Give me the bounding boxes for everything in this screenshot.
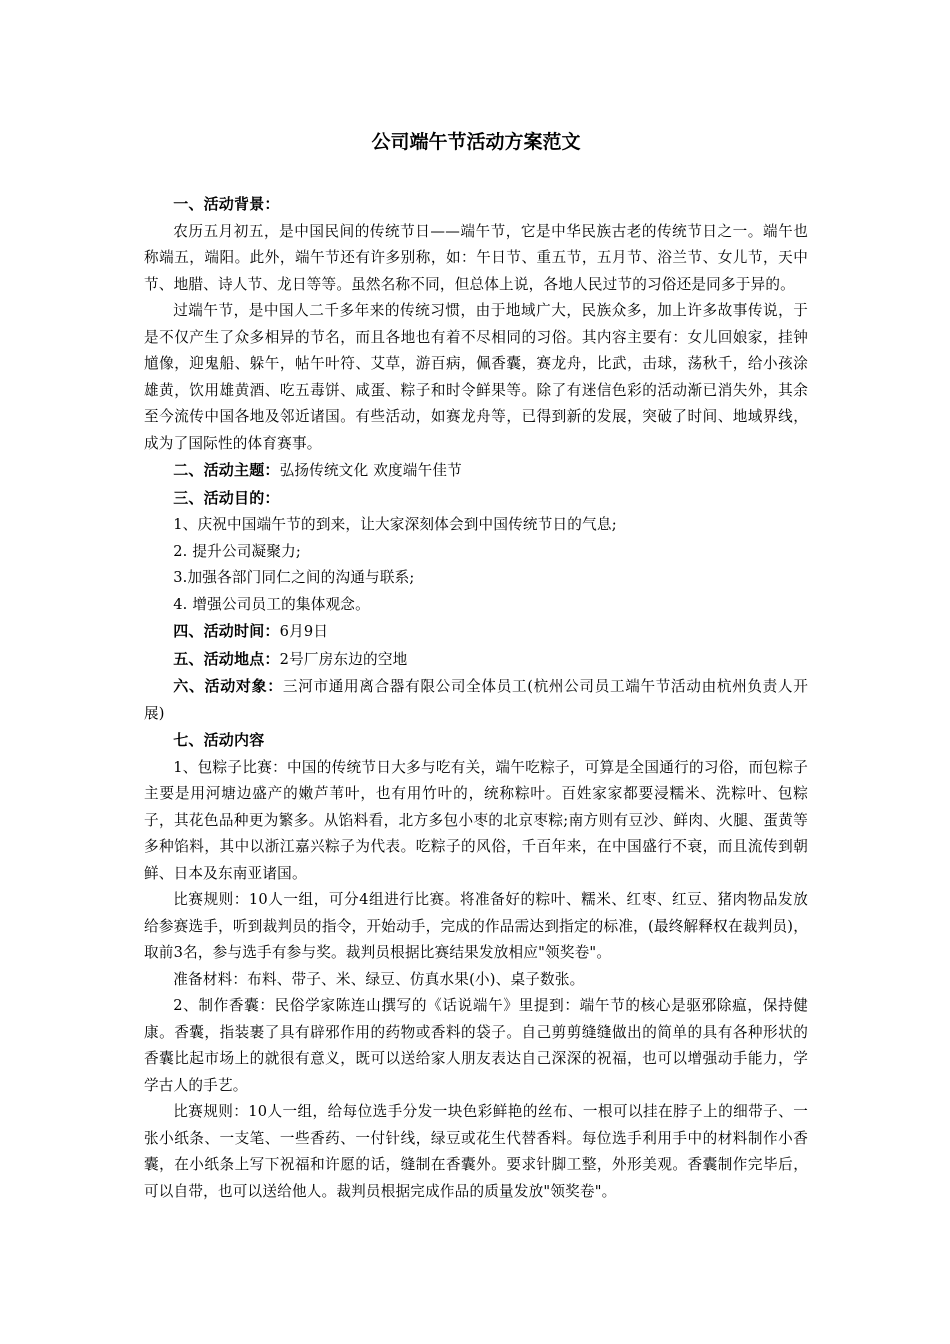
section-4-value: 6月9日 (279, 623, 329, 640)
section-7-heading: 七、活动内容 (173, 731, 265, 749)
section-5 (144, 646, 808, 674)
section-1-paragraph-1: 农历五月初五，是中国民间的传统节日——端午节，它是中华民族古老的传统节日之一。端午也称端五，端阳。此外，端午节还有许多别称，如：午日节、重五节，五月节、浴兰节、女儿节，天中节、地腊、诗人节、龙日等等。虽然名称不同，但总体上说，各地人民过节的习俗还是同多于异的。 (144, 222, 808, 293)
section-2-heading: 二、活动主题： (173, 461, 280, 479)
section-4 (144, 618, 808, 646)
section-1-paragraph-2: 过端午节，是中国人二千多年来的传统习惯，由于地域广大，民族众多，加上许多故事传说，于是不仅产生了众多相异的节名，而且各地也有着不尽相同的习俗。其内容主要有：女儿回娘家，挂钟馗像，迎鬼船、躲午，帖午叶符、艾草，游百病，佩香囊，赛龙舟，比武，击球，荡秋千，给小孩涂雄黄，饮用雄黄酒、吃五毒饼、咸蛋、粽子和时令鲜果等。除了有迷信色彩的活动渐已消失外，其余至今流传中国各地及邻近诸国。有些活动，如赛龙舟等，已得到新的发展，突破了时间、地域界线，成为了国际性的体育赛事。 (144, 302, 808, 452)
purpose-item-2: 2. 提升公司凝聚力; (173, 542, 302, 560)
section-7-paragraph-4: 2、制作香囊：民俗学家陈连山撰写的《话说端午》里提到：端午节的核心是驱邪除瘟，保持健康。香囊，指装裹了具有辟邪作用的药物或香料的袋子。自己剪剪缝缝做出的简单的具有各种形状的香囊比起市场上的就很有意义，既可以送给家人朋友表达自己深深的祝福，也可以增强动手能力，学学古人的手艺。 (144, 997, 808, 1094)
document-title: 公司端午节活动方案范文 (371, 131, 581, 153)
document-body (144, 191, 808, 1205)
section-2 (144, 457, 808, 485)
section-7-paragraph-2: 比赛规则：10人一组，可分4组进行比赛。将准备好的粽叶、糯米、红枣、红豆、猪肉物品发放给参赛选手，听到裁判员的指令，开始动手，完成的作品需达到指定的标准，(最终解释权在裁判员)，取前3名，参与选手有参与奖。裁判员根据比赛结果发放相应"领奖卷"。 (144, 891, 808, 961)
section-7-paragraph-1: 1、包粽子比赛：中国的传统节日大多与吃有关，端午吃粽子，可算是全国通行的习俗，而包粽子主要是用河塘边盛产的嫩芦苇叶，也有用竹叶的，统称粽叶。百姓家家都要浸糯米、洗粽叶、包粽子，其花色品种更为繁多。从馅料看，北方多包小枣的北京枣粽;南方则有豆沙、鲜肉、火腿、蛋黄等多种馅料，其中以浙江嘉兴粽子为代表。吃粽子的风俗，千百年来，在中国盛行不衰，而且流传到朝鲜、日本及东南亚诸国。 (144, 758, 808, 882)
section-7-paragraph-5: 比赛规则：10人一组，给每位选手分发一块色彩鲜艳的丝布、一根可以挂在脖子上的细带子、一张小纸条、一支笔、一些香药、一付针线，绿豆或花生代替香料。每位选手利用手中的材料制作小香囊，在小纸条上写下祝福和许愿的话，缝制在香囊外。要求针脚工整，外形美观。香囊制作完毕后，可以自带，也可以送给他人。裁判员根据完成作品的质量发放"领奖卷"。 (144, 1103, 808, 1200)
section-4-heading: 四、活动时间： (173, 622, 280, 640)
section-6-value: 三河市通用离合器有限公司全体员工(杭州公司员工端午节活动由杭州负责人开展) (144, 678, 808, 722)
section-6-heading: 六、活动对象： (173, 677, 283, 695)
section-7-paragraph-3: 准备材料：布料、带子、米、绿豆、仿真水果(小)、桌子数张。 (173, 970, 585, 988)
section-1-heading: 一、活动背景： (173, 195, 280, 213)
section-2-value: 弘扬传统文化 欢度端午佳节 (279, 462, 462, 479)
section-5-heading: 五、活动地点： (173, 649, 280, 668)
section-3-heading: 三、活动目的： (173, 488, 280, 507)
purpose-item-3: 3.加强各部门同仁之间的沟通与联系; (173, 569, 415, 586)
purpose-item-1: 1、庆祝中国端午节的到来，让大家深刻体会到中国传统节日的气息; (173, 516, 617, 533)
section-6 (144, 673, 808, 727)
section-5-value: 2号厂房东边的空地 (279, 650, 408, 668)
purpose-item-4: 4. 增强公司员工的集体观念。 (173, 595, 370, 613)
